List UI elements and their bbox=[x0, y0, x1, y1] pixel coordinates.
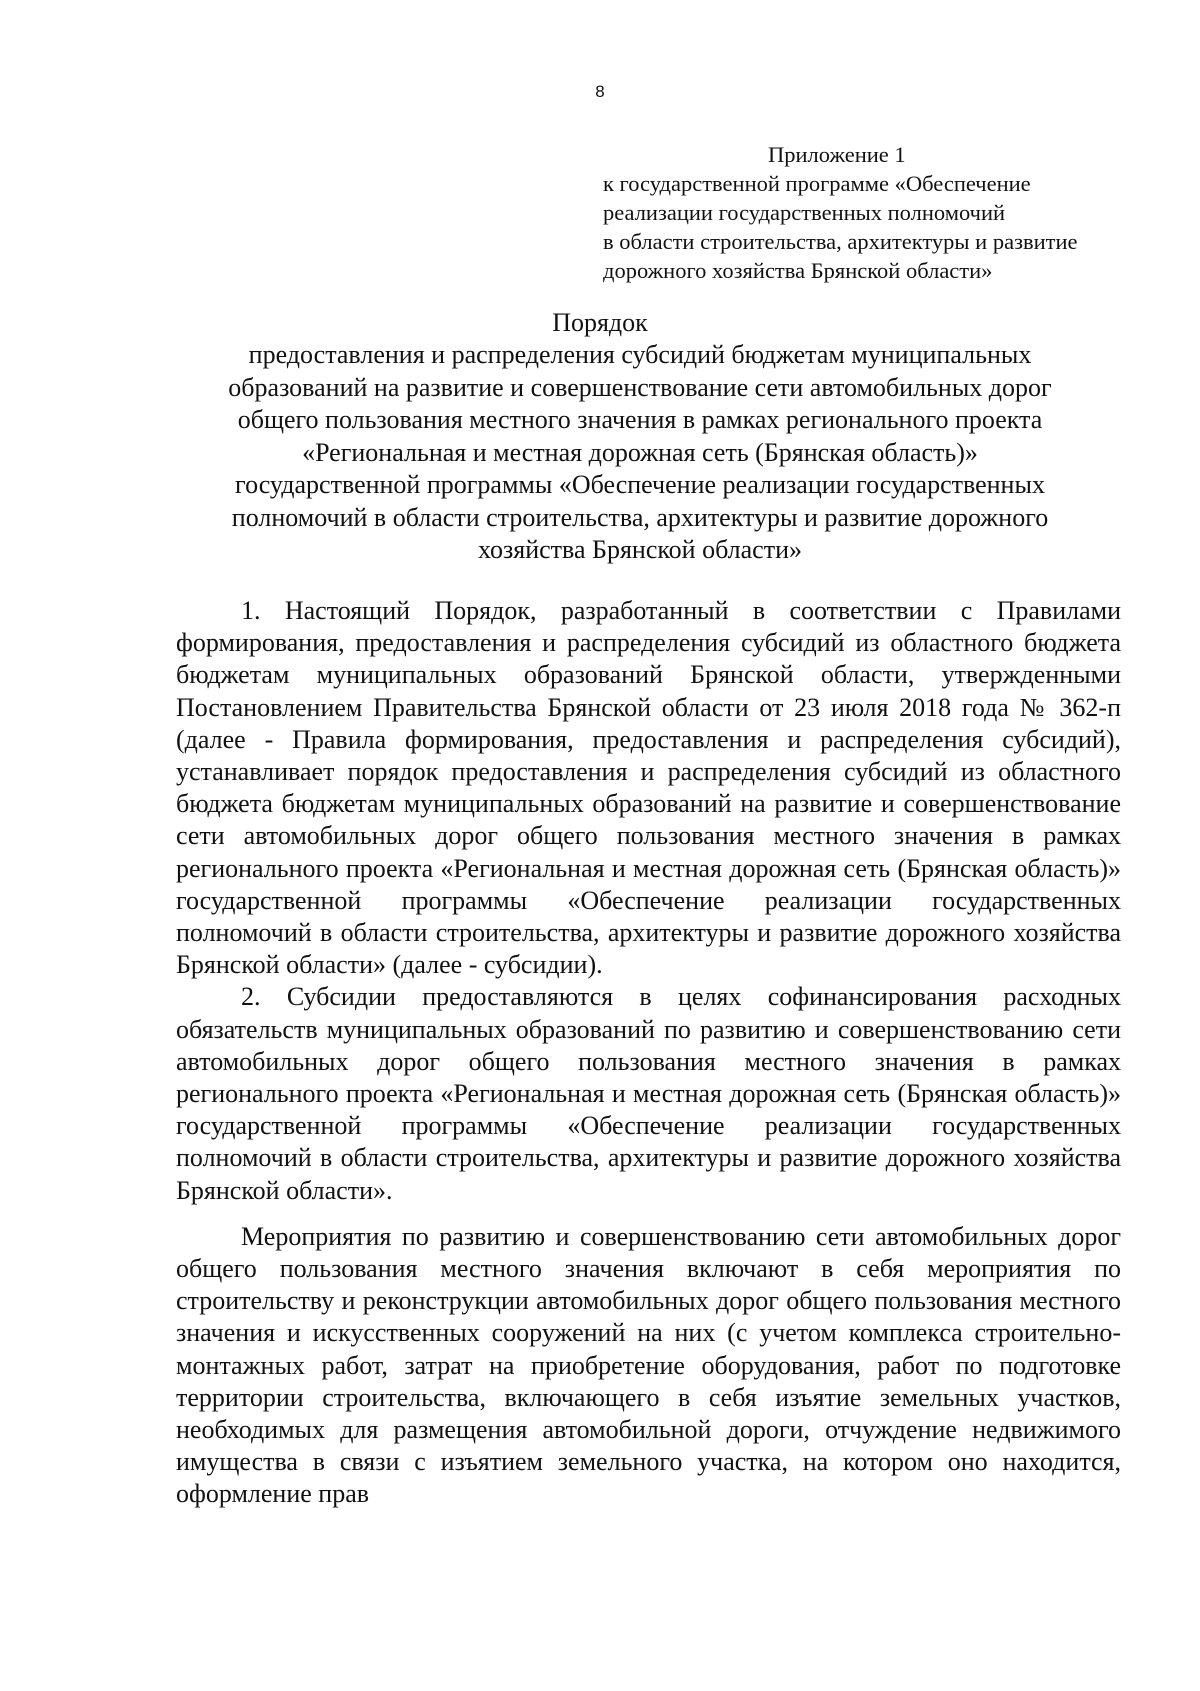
subtitle-line: хозяйства Брянской области» bbox=[477, 535, 802, 564]
subtitle-line: государственной программы «Обеспечение реализации государственных bbox=[235, 470, 1045, 499]
appendix-title: Приложение 1 bbox=[768, 142, 906, 167]
paragraph-3: Мероприятия по развитию и совершенствованию сети автомобильных дорог общего пользования местного значения включают в себя мероприятия по строительству и реконструкции автомобильных дорог общего пользования местного значения и искусственных сооружений на них (с учетом комплекса строительно-монтажных работ, затрат на приобретение оборудования, работ по подготовке территории строительства, включающего в себя изъятие земельных участков, необходимых для размещения автомобильной дороги, отчуждение недвижимого имущества в связи с изъятием земельного участка, на котором оно находится, оформление прав bbox=[176, 1221, 1121, 1509]
paragraph-1: 1. Настоящий Порядок, разработанный в соответствии с Правилами формирования, предоставления и распределения субсидий из областного бюджета бюджетам муниципальных образований Брянской области, утвержденными Постановлением Правительства Брянской области от 23 июля 2018 года № 362-п (далее - Правила формирования, предоставления и распределения субсидий), устанавливает порядок предоставления и распределения субсидий из областного бюджета бюджетам муниципальных образований на развитие и совершенствование сети автомобильных дорог общего пользования местного значения в рамках регионального проекта «Региональная и местная дорожная сеть (Брянская область)» государственной программы «Обеспечение реализации государственных полномочий в области строительства, архитектуры и развитие дорожного хозяйства Брянской области» (далее - субсидии). bbox=[176, 596, 1121, 980]
appendix-block bbox=[603, 140, 1123, 285]
subtitle-line: полномочий в области строительства, архитектуры и развитие дорожного bbox=[231, 502, 1049, 532]
page-number: 8 bbox=[595, 82, 605, 101]
subtitle-line: «Региональная и местная дорожная сеть (Брянская область)» bbox=[302, 437, 978, 467]
subtitle-line: общего пользования местного значения в рамках регионального проекта bbox=[237, 405, 1043, 434]
appendix-line: дорожного хозяйства Брянской области» bbox=[603, 258, 993, 283]
appendix-line: в области строительства, архитектуры и развитие bbox=[603, 229, 1078, 254]
paragraph-2: 2. Субсидии предоставляются в целях софинансирования расходных обязательств муниципальных образований по развитию и совершенствованию сети автомобильных дорог общего пользования местного значения в рамках регионального проекта «Региональная и местная дорожная сеть (Брянская область)» государственной программы «Обеспечение реализации государственных полномочий в области строительства, архитектуры и развитие дорожного хозяйства Брянской области». bbox=[176, 982, 1121, 1205]
document-body bbox=[176, 595, 1121, 1511]
subtitle-line: предоставления и распределения субсидий бюджетам муниципальных bbox=[248, 340, 1032, 369]
document-title: Порядок bbox=[552, 308, 648, 337]
document-subtitle bbox=[180, 339, 1100, 567]
subtitle-line: образований на развитие и совершенствование сети автомобильных дорог bbox=[228, 372, 1052, 402]
appendix-line: к государственной программе «Обеспечение bbox=[603, 171, 1031, 196]
appendix-line: реализации государственных полномочий bbox=[603, 200, 1006, 225]
